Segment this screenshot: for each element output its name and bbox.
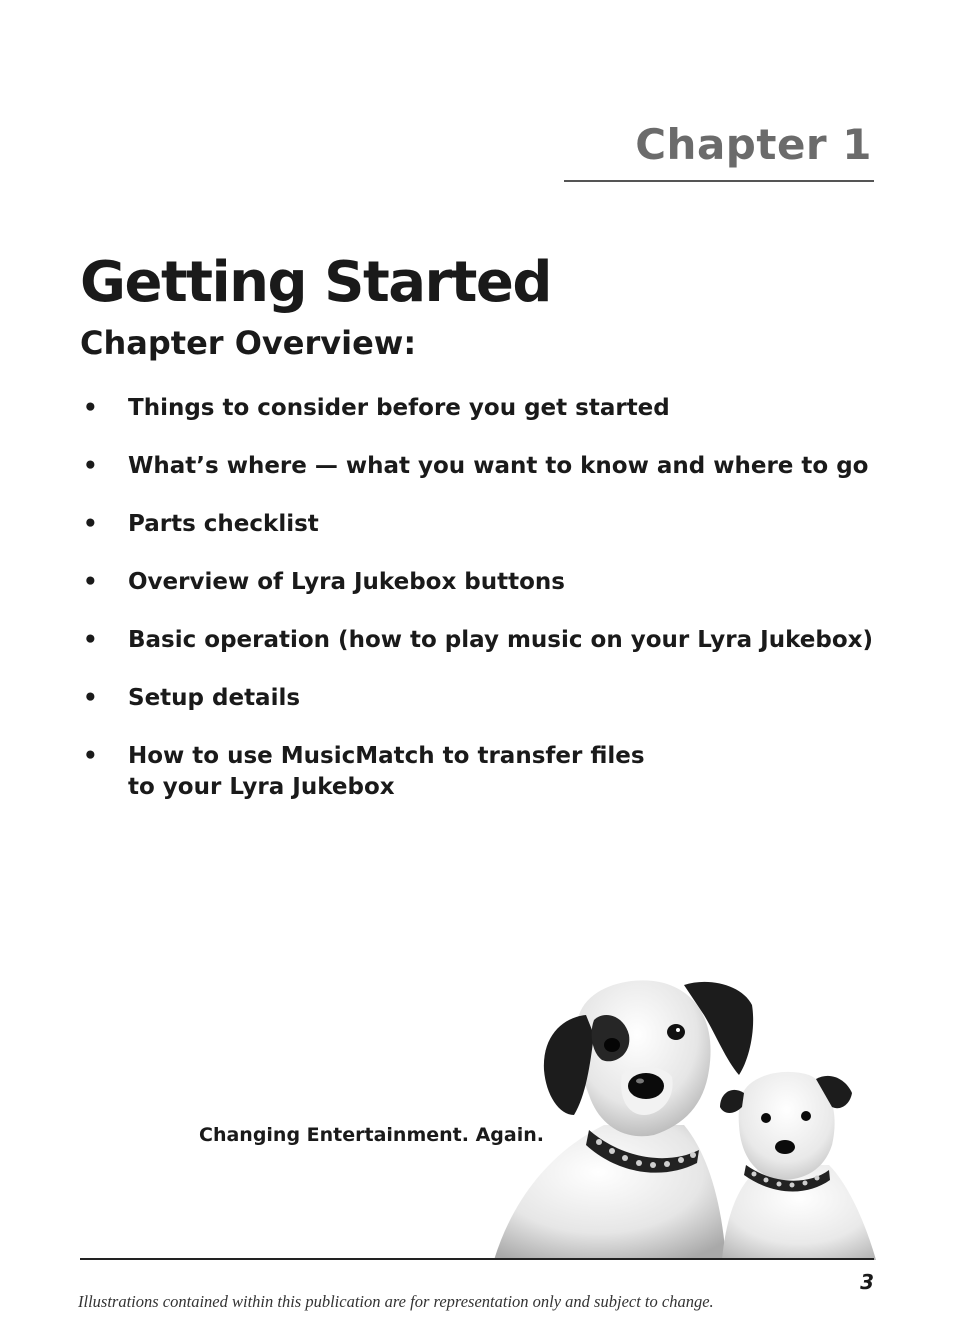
bullet: •: [83, 453, 98, 479]
list-item-text: Basic operation (how to play music on your Lyra Jukebox): [128, 627, 873, 653]
list-item: [80, 683, 880, 714]
brand-tagline: Changing Entertainment. Again.: [199, 1124, 544, 1146]
list-item-text: Things to consider before you get started: [128, 395, 670, 421]
bullet: •: [83, 685, 98, 711]
list-item-text: What’s where — what you want to know and where to go: [128, 453, 869, 479]
list-item: [80, 451, 880, 482]
overview-heading: Chapter Overview:: [80, 324, 417, 362]
list-item: [80, 741, 880, 803]
chapter-divider: [564, 180, 874, 182]
bullet: •: [83, 511, 98, 537]
bullet: •: [83, 569, 98, 595]
list-item: [80, 567, 880, 598]
page-number: 3: [860, 1270, 874, 1294]
dogs-illustration: [494, 975, 876, 1260]
list-item-text: Setup details: [128, 685, 301, 711]
list-item: [80, 625, 880, 656]
list-item: [80, 509, 880, 540]
overview-list: [80, 393, 880, 830]
footer-divider: [80, 1258, 874, 1260]
page-title: Getting Started: [80, 250, 551, 315]
list-item-text: Overview of Lyra Jukebox buttons: [128, 569, 565, 595]
list-item-text: How to use MusicMatch to transfer files to your Lyra Jukebox: [128, 743, 645, 800]
bullet: •: [83, 627, 98, 653]
bullet: •: [83, 743, 98, 769]
bullet: •: [83, 395, 98, 421]
list-item: [80, 393, 880, 424]
footer-disclaimer: Illustrations contained within this publication are for representation only and subject to change.: [78, 1292, 714, 1311]
chapter-label: Chapter 1: [635, 120, 872, 169]
list-item-text: Parts checklist: [128, 511, 319, 537]
